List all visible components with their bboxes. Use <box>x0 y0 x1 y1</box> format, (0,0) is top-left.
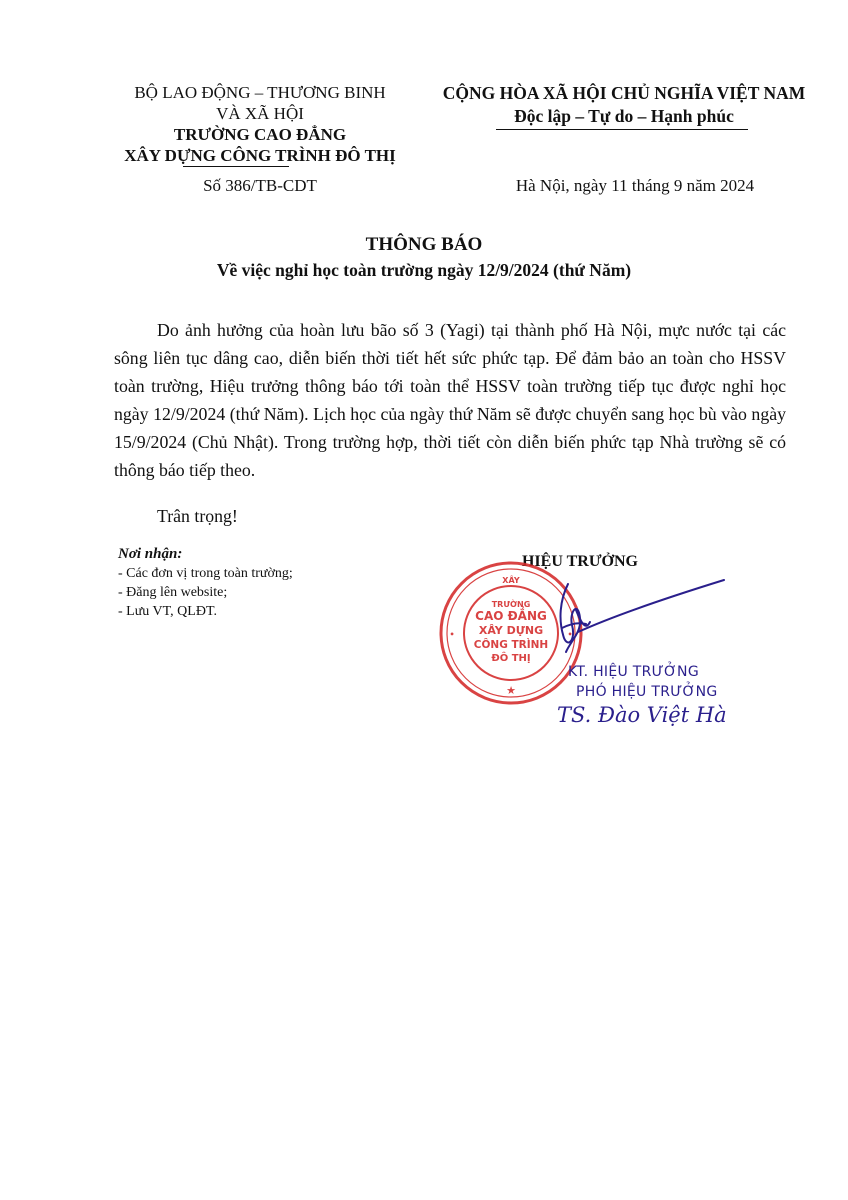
motto: Độc lập – Tự do – Hạnh phúc <box>514 106 734 126</box>
recipient-item: - Các đơn vị trong toàn trường; <box>118 566 293 581</box>
national-motto <box>424 82 824 128</box>
recipients-block <box>118 545 418 621</box>
stamp-ring-text: XÂY <box>502 576 520 585</box>
recipient-item: - Đăng lên website; <box>118 585 228 600</box>
document-type: THÔNG BÁO <box>365 234 483 255</box>
stamp-line: TRƯỜNG <box>491 600 531 609</box>
body-text <box>114 316 786 484</box>
ministry-name-line2: VÀ XÃ HỘI <box>216 104 304 123</box>
motto-underline <box>496 129 748 130</box>
recipients-title: Nơi nhận: <box>118 546 183 562</box>
stamp-dot-icon: • <box>567 630 573 639</box>
stamp-line: ĐÔ THỊ <box>491 653 531 664</box>
stamp-line: XÂY DỰNG <box>478 624 544 637</box>
school-name-line2: XÂY DỰNG CÔNG TRÌNH ĐÔ THỊ <box>124 146 396 165</box>
stamp-line: CAO ĐẲNG <box>475 609 547 623</box>
nation-name: CỘNG HÒA XÃ HỘI CHỦ NGHĨA VIỆT NAM <box>442 83 806 103</box>
stamp-line: CÔNG TRÌNH <box>473 639 549 651</box>
organization-underline <box>183 166 289 167</box>
signer-title: HIỆU TRƯỞNG <box>521 553 638 570</box>
stamp-dot-icon: • <box>449 630 455 639</box>
signer-role-line2: PHÓ HIỆU TRƯỞNG <box>576 684 718 700</box>
body-paragraph: Do ảnh hưởng của hoàn lưu bão số 3 (Yagi) tại thành phố Hà Nội, mực nước tại các sông liên tục dâng cao, diễn biến thời tiết hết sức phức tạp. Để đảm bảo an toàn cho HSSV toàn trường, Hiệu trưởng thông báo tới toàn thể HSSV toàn trường tiếp tục được nghỉ học ngày 12/9/2024 (thứ Năm). Lịch học của ngày thứ Năm sẽ được chuyển sang học bù vào ngày 15/9/2024 (Chủ Nhật). Trong trường hợp, thời tiết còn diễn biến phức tạp Nhà trường sẽ có thông báo tiếp theo. <box>114 320 786 480</box>
signer-role-line1: KT. HIỆU TRƯỞNG <box>568 664 699 680</box>
document-date: Hà Nội, ngày 11 tháng 9 năm 2024 <box>515 176 755 195</box>
ministry-name-line1: BỘ LAO ĐỘNG – THƯƠNG BINH <box>134 83 386 102</box>
recipient-item: - Lưu VT, QLĐT. <box>118 604 217 619</box>
recipients-list <box>118 564 418 621</box>
signer-name: TS. Đào Việt Hà <box>557 703 727 727</box>
stamp-star-icon: ★ <box>506 684 516 697</box>
closing-line: Trân trọng! <box>157 506 238 526</box>
school-name-line1: TRƯỜNG CAO ĐẲNG <box>173 125 347 144</box>
document-subject: Về việc nghỉ học toàn trường ngày 12/9/2024 (thứ Năm) <box>216 260 632 280</box>
handwritten-signature <box>520 570 730 670</box>
document-number: Số 386/TB-CDT <box>203 176 317 195</box>
issuing-organization <box>100 82 420 166</box>
